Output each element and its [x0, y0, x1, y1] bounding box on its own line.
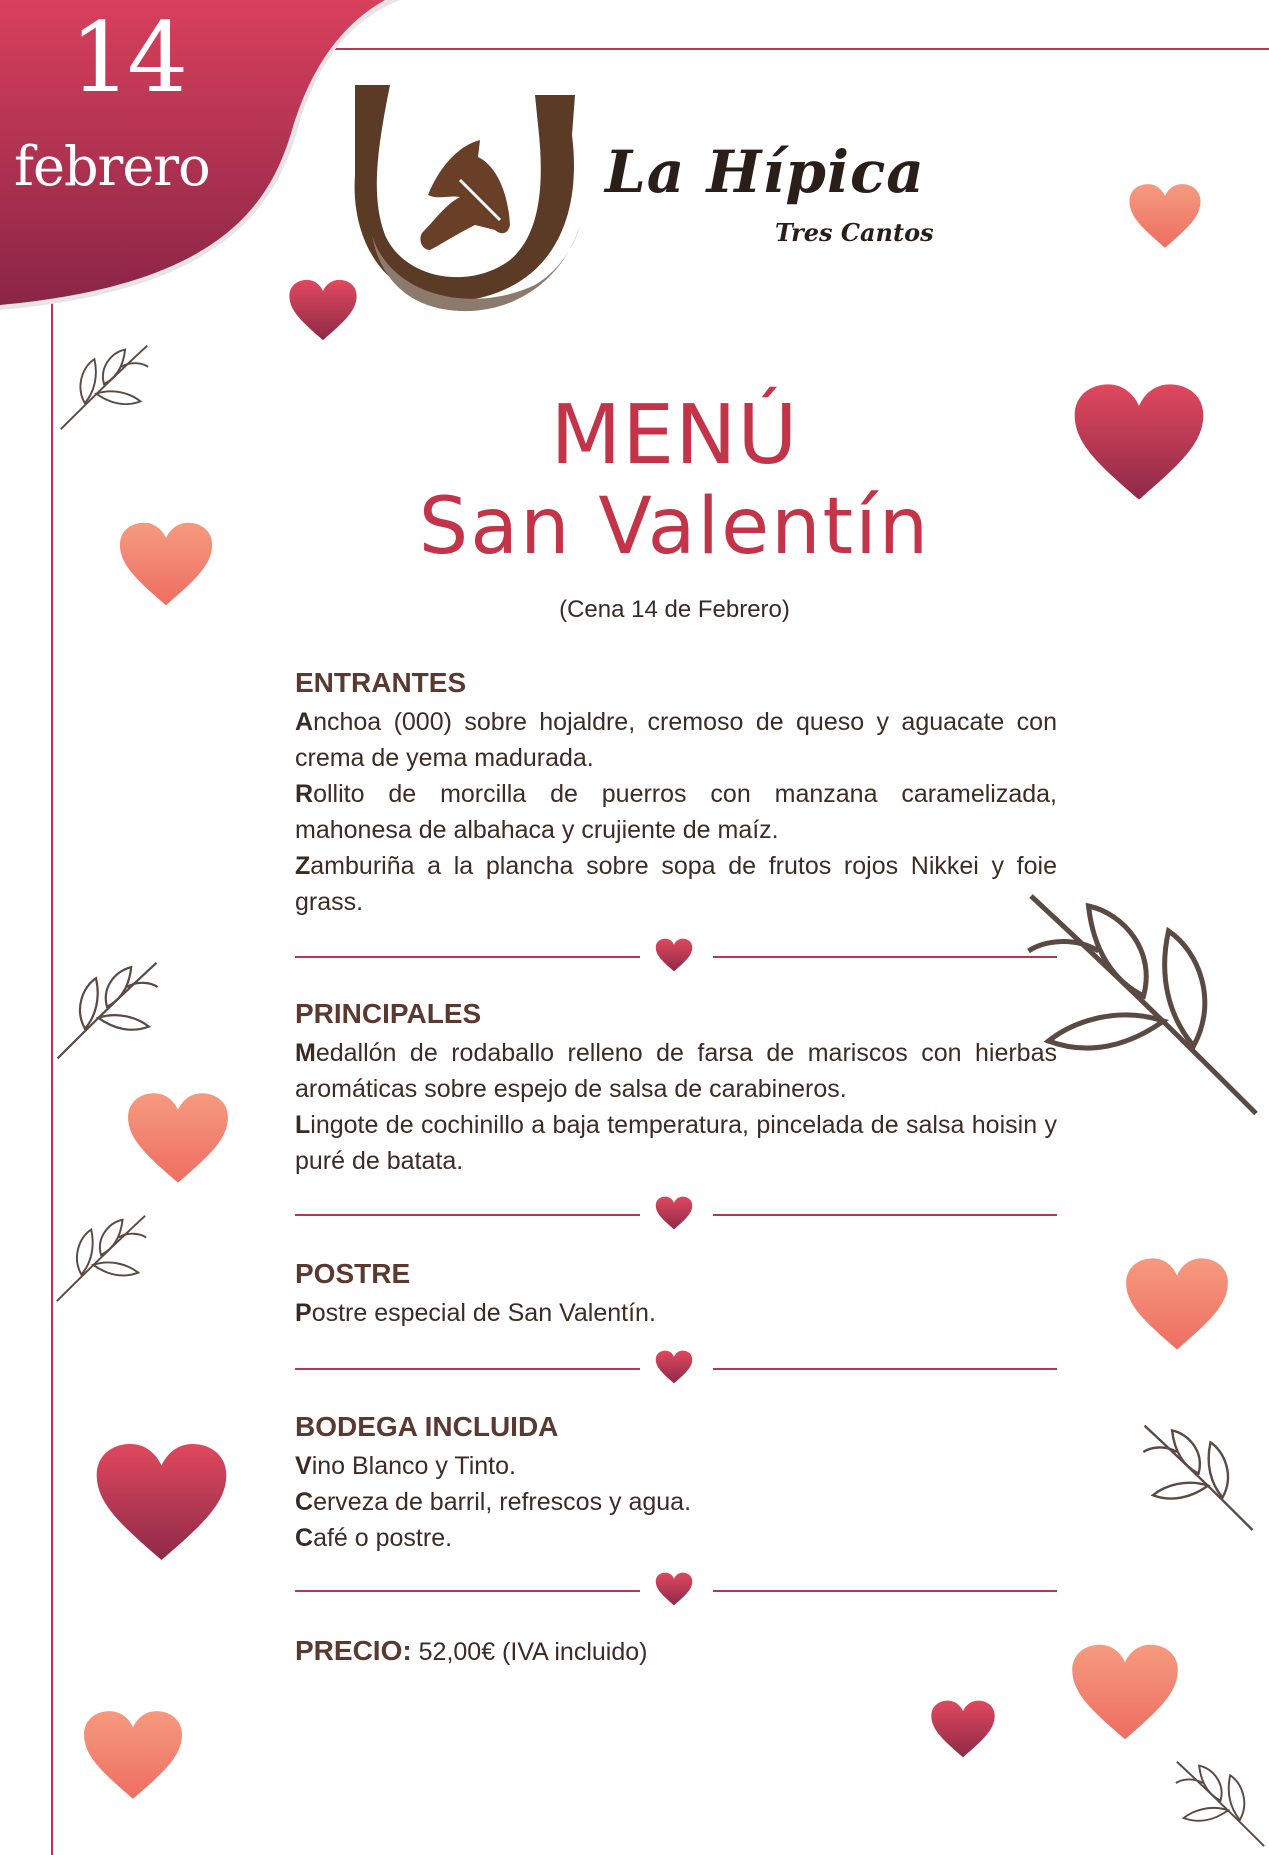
item-initial: R [295, 780, 314, 808]
leaf-sprig-icon [52, 1182, 150, 1332]
menu-item [295, 1107, 1057, 1179]
menu-subtitle: San Valentín [418, 482, 931, 572]
heart-icon [1072, 380, 1206, 504]
brand-name: La Hípica [605, 138, 925, 206]
item-initial: A [295, 708, 314, 736]
section-title: POSTRE [295, 1258, 411, 1289]
heart-icon [1128, 182, 1202, 250]
brand-subtitle: Tres Cantos [775, 218, 934, 247]
item-text: erveza de barril, refrescos y agua. [313, 1488, 692, 1516]
heart-icon [118, 520, 214, 608]
menu-item [295, 848, 1057, 920]
item-initial: C [295, 1524, 314, 1552]
horseshoe-horse-logo [350, 85, 590, 315]
item-text: edallón de rodaballo relleno de farsa de mariscos con hierbas aromáticas sobre espejo de salsa de carabineros. [295, 1039, 1057, 1103]
divider-line-left [295, 956, 640, 958]
heart-icon [655, 936, 693, 974]
divider-line-left [295, 1368, 640, 1370]
heart-icon [655, 1194, 693, 1232]
divider-line-left [295, 1214, 640, 1216]
divider-line-right [713, 1368, 1057, 1370]
date-month: febrero [14, 135, 210, 198]
section-title: PRINCIPALES [295, 998, 482, 1029]
heart-icon [126, 1090, 230, 1186]
section-principales [295, 997, 1057, 1179]
item-initial: C [295, 1488, 314, 1516]
item-text: ingote de cochinillo a baja temperatura, pincelada de salsa hoisin y puré de batata. [295, 1111, 1057, 1175]
heart-icon [1070, 1642, 1180, 1742]
heart-icon [288, 278, 358, 342]
menu-item [295, 1484, 1057, 1520]
item-text: ollito de morcilla de puerros con manzana caramelizada, mahonesa de albahaca y crujiente de maíz. [295, 780, 1057, 844]
leaf-sprig-icon [52, 338, 156, 434]
heart-icon [1124, 1255, 1230, 1353]
item-text: ino Blanco y Tinto. [311, 1452, 516, 1480]
menu-item [295, 1520, 1057, 1556]
frame-top-line [300, 48, 1269, 50]
section-title: BODEGA INCLUIDA [295, 1411, 559, 1442]
price [295, 1635, 648, 1667]
heart-icon [655, 1348, 693, 1386]
item-initial: P [295, 1299, 312, 1327]
price-value: 52,00€ (IVA incluido) [418, 1638, 648, 1666]
menu-item [295, 704, 1057, 776]
divider-line-right [713, 1590, 1057, 1592]
section-bodega [295, 1410, 1057, 1556]
price-label: PRECIO: [295, 1635, 412, 1666]
item-initial: L [295, 1111, 311, 1139]
leaf-sprig-icon [1018, 876, 1269, 1126]
leaf-sprig-icon [1128, 1416, 1269, 1536]
heart-icon [930, 1698, 996, 1760]
item-text: afé o postre. [313, 1524, 453, 1552]
menu-title: MENÚ [550, 388, 799, 483]
leaf-sprig-icon [52, 944, 162, 1074]
section-entrantes [295, 666, 1057, 920]
section-title: ENTRANTES [295, 667, 467, 698]
menu-note: (Cena 14 de Febrero) [559, 596, 790, 623]
section-divider [295, 1348, 1057, 1388]
heart-icon [94, 1440, 229, 1564]
item-initial: V [295, 1452, 312, 1480]
divider-line-left [295, 1590, 640, 1592]
date-day: 14 [70, 2, 185, 114]
section-divider [295, 1194, 1057, 1234]
section-divider [295, 936, 1057, 976]
divider-line-right [713, 1214, 1057, 1216]
menu-item [295, 1295, 1057, 1331]
item-text: ostre especial de San Valentín. [311, 1299, 656, 1327]
menu-item [295, 776, 1057, 848]
item-initial: Z [295, 852, 311, 880]
item-text: nchoa (000) sobre hojaldre, cremoso de queso y aguacate con crema de yema madurada. [295, 708, 1057, 772]
section-divider [295, 1570, 1057, 1610]
heart-icon [655, 1570, 693, 1608]
item-text: amburiña a la plancha sobre sopa de frutos rojos Nikkei y foie grass. [295, 852, 1057, 916]
heart-icon [82, 1708, 184, 1802]
menu-item [295, 1035, 1057, 1107]
menu-item [295, 1448, 1057, 1484]
divider-line-right [713, 956, 1057, 958]
leaf-sprig-icon [1172, 1750, 1269, 1855]
section-postre [295, 1257, 1057, 1331]
item-initial: M [295, 1039, 316, 1067]
